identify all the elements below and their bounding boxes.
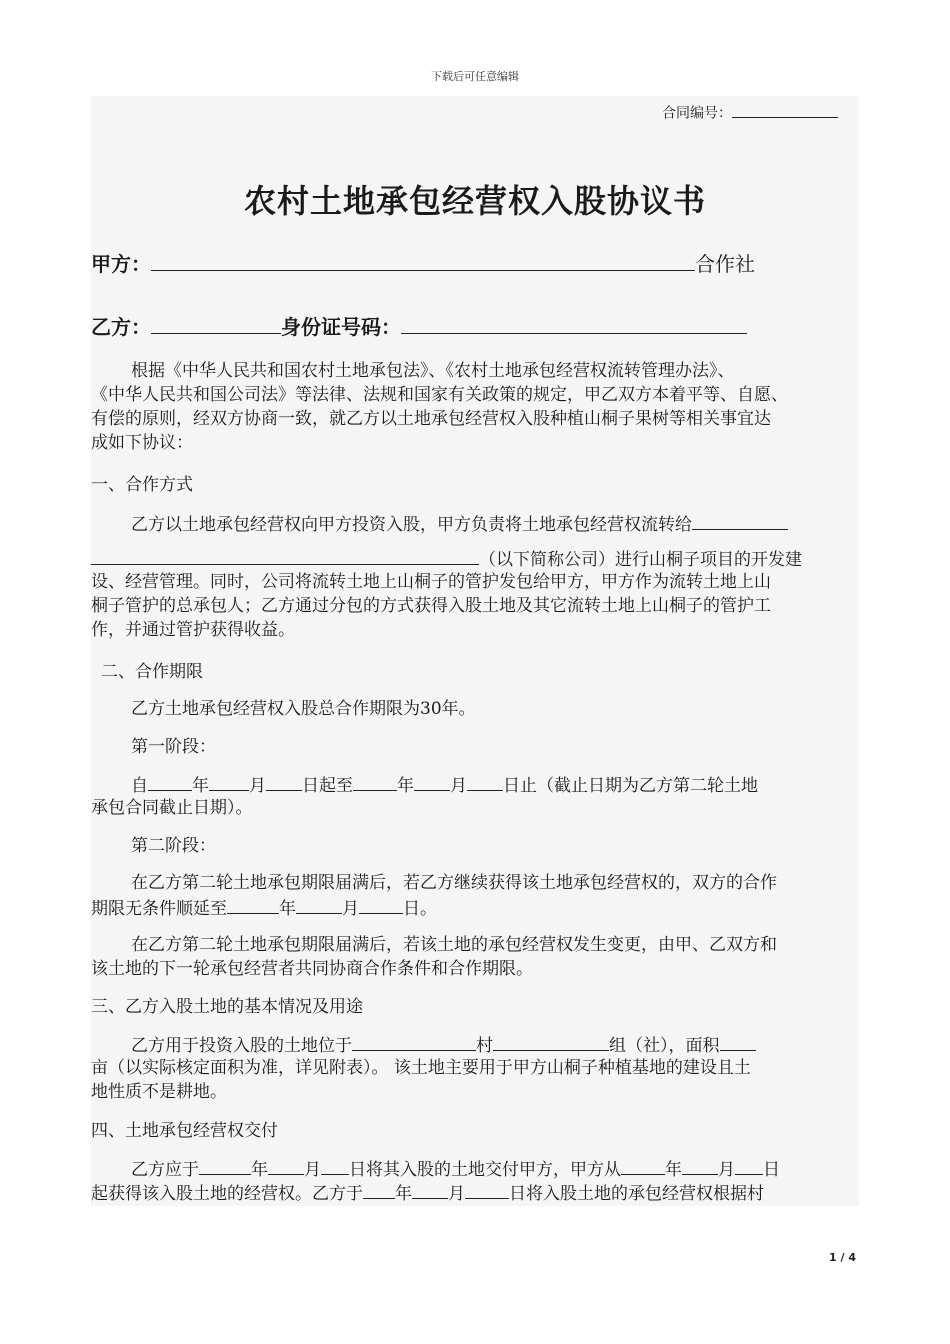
section-1-text: 乙方以土地承包经营权向甲方投资入股，甲方负责将土地承包经营权流转给 (131, 514, 692, 535)
start-year-blank[interactable] (148, 772, 192, 791)
document-title: 农村土地承包经营权入股协议书 (243, 182, 706, 220)
start-month-blank[interactable] (209, 772, 249, 791)
contract-number (662, 102, 838, 123)
total-term-text: 乙方土地承包经营权入股总合作期限为30年。 (131, 699, 476, 719)
section-4-heading: 四、土地承包经营权交付 (91, 1121, 278, 1141)
header-note: 下载后可任意编辑 (431, 70, 519, 83)
intro-paragraph (91, 359, 788, 455)
party-a-suffix: 合作社 (695, 252, 755, 276)
end-month-blank[interactable] (414, 772, 450, 791)
phase-2-label: 第二阶段： (131, 836, 216, 856)
section-1-heading: 一、合作方式 (91, 475, 193, 495)
transfer-year-blank[interactable] (363, 1180, 395, 1199)
phase-1-continuation: 承包合同截止日期）。 (91, 798, 253, 818)
section-3-text: 亩（以实际核定面积为准，详见附表）。 该土地主要用于甲方山桐子种植基地的建设且土 (91, 1058, 751, 1078)
phase-2-text: 在乙方第二轮土地承包期限届满后，若乙方继续获得该土地承包经营权的，双方的合作 (131, 873, 777, 893)
party-a-blank[interactable] (151, 248, 695, 271)
phase-2-change-text: 该土地的下一轮承包经营者共同协商合作条件和合作期限。 (91, 959, 533, 979)
extension-month-blank[interactable] (296, 895, 342, 914)
section-1-text: （以下简称公司）进行山桐子项目的开发建 (479, 549, 802, 570)
intro-line: 《中华人民共和国公司法》等法律、法规和国家有关政策的规定，甲乙双方本着平等、自愿、 (91, 385, 788, 405)
party-a-label: 甲方： (91, 252, 151, 276)
start-day-blank[interactable] (266, 772, 302, 791)
section-3-text: 地性质不是耕地。 (91, 1082, 227, 1102)
section-3-heading: 三、乙方入股土地的基本情况及用途 (91, 997, 363, 1017)
phase-2-extension: 期限无条件顺延至 年 月 日。 (91, 895, 437, 921)
phase-1-label: 第一阶段： (131, 737, 216, 757)
delivery-month-blank[interactable] (268, 1156, 304, 1175)
page-number: 1 / 4 (829, 1251, 856, 1264)
operation-day-blank[interactable] (735, 1156, 763, 1175)
delivery-date-line: 乙方应于 年 月 日将其入股的土地交付甲方，甲方从 年 月 日 (131, 1156, 780, 1182)
village-blank[interactable] (352, 1032, 476, 1051)
company-blank-2[interactable] (91, 546, 479, 565)
section-3-paragraph (91, 1056, 751, 1104)
party-a-line (91, 248, 755, 277)
section-2-heading: 二、合作期限 (101, 662, 203, 682)
section-1-text: 桐子管护的总承包人；乙方通过分包的方式获得入股土地及其它流转土地上山桐子的管护工 (91, 596, 771, 616)
phase-1-dates: 自 年 月 日起至 年 月 日止（截止日期为乙方第二轮土地 (131, 772, 758, 798)
section-1-paragraph (91, 570, 771, 642)
land-location-line: 乙方用于投资入股的土地位于 村 组（社），面积 (131, 1032, 756, 1058)
end-year-blank[interactable] (353, 772, 397, 791)
extension-year-blank[interactable] (227, 895, 279, 914)
operation-year-blank[interactable] (621, 1156, 665, 1175)
phase-2-change-text: 在乙方第二轮土地承包期限届满后，若该土地的承包经营权发生变更，由甲、乙双方和 (131, 935, 777, 955)
party-b-id-blank[interactable] (401, 311, 747, 334)
section-1-text: 设、经营管理。同时，公司将流转土地上山桐子的管护发包给甲方，甲方作为流转土地上山 (91, 572, 771, 592)
end-day-blank[interactable] (467, 772, 503, 791)
operation-month-blank[interactable] (682, 1156, 718, 1175)
party-b-line (91, 311, 747, 340)
company-blank-1[interactable] (692, 511, 788, 530)
delivery-year-blank[interactable] (199, 1156, 251, 1175)
contract-number-label: 合同编号： (662, 105, 732, 122)
intro-line: 有偿的原则，经双方协商一致，就乙方以土地承包经营权入股种植山桐子果树等相关事宜达 (91, 409, 771, 429)
area-blank[interactable] (720, 1032, 756, 1051)
delivery-day-blank[interactable] (321, 1156, 349, 1175)
section-1-text: 作，并通过管护获得收益。 (91, 620, 295, 640)
intro-line: 根据《中华人民共和国农村土地承包法》、《农村土地承包经营权流转管理办法》、 (131, 361, 735, 381)
transfer-month-blank[interactable] (412, 1180, 448, 1199)
intro-line: 成如下协议： (91, 433, 193, 453)
section-1-line (91, 511, 788, 537)
transfer-day-blank[interactable] (465, 1180, 509, 1199)
party-b-label: 乙方： (91, 315, 151, 339)
party-b-id-label: 身份证号码： (281, 315, 401, 339)
transfer-date-line: 起获得该入股土地的经营权。乙方于 年 月 日将入股土地的承包经营权根据村 (91, 1180, 764, 1206)
contract-number-blank[interactable] (732, 102, 838, 118)
party-b-name-blank[interactable] (151, 311, 281, 334)
extension-day-blank[interactable] (359, 895, 403, 914)
section-1-line (91, 546, 802, 572)
group-blank[interactable] (493, 1032, 609, 1051)
